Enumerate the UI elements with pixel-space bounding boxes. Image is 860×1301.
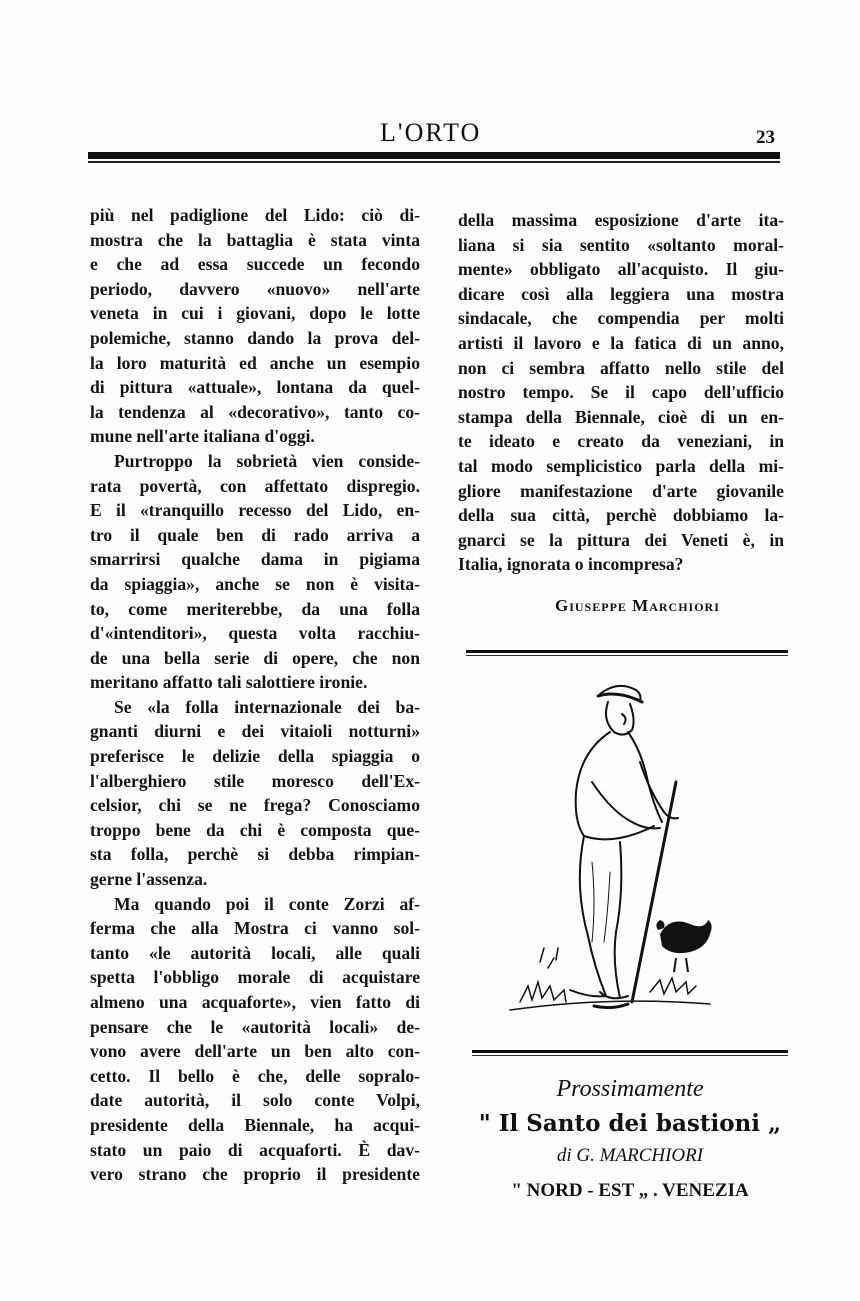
text-line: vero strano che proprio il presidente bbox=[90, 1164, 420, 1185]
text-line: sta folla, perchè si debba rimpian- bbox=[90, 844, 420, 865]
text-line: polemiche, stanno dando la prova del- bbox=[90, 327, 420, 348]
page-number: 23 bbox=[756, 127, 775, 148]
text-line: nostro tempo. Se il capo dell'ufficio bbox=[458, 382, 784, 403]
text-line: gnarci se la pittura dei Veneti è, in bbox=[458, 529, 784, 550]
text-line: mente» obbligato all'acquisto. Il giu- bbox=[458, 259, 784, 280]
ad-publisher: " NORD - EST „ . VENEZIA bbox=[511, 1180, 749, 1201]
text-line: to, come meriterebbe, da una folla bbox=[90, 598, 420, 619]
text-line: tal modo semplicistico parla della mi- bbox=[458, 455, 784, 476]
text-line: l'alberghiero stile moresco dell'Ex- bbox=[90, 770, 420, 791]
ad-rule bbox=[472, 1050, 788, 1053]
ad-rule-thin bbox=[472, 1055, 788, 1056]
text-line: troppo bene da chi è composta que- bbox=[90, 819, 420, 840]
text-line: e che ad essa succede un fecondo bbox=[90, 254, 420, 275]
text-line: di pittura «attuale», lontana da quel- bbox=[90, 377, 420, 398]
text-line: smarrirsi qualche dama in pigiama bbox=[90, 549, 420, 570]
text-line: la loro maturità ed anche un esempio bbox=[90, 352, 420, 373]
section-rule-thin bbox=[466, 655, 788, 656]
text-line: stato un paio di acquaforti. È dav- bbox=[90, 1139, 420, 1160]
ad-book-title: " Il Santo dei bastioni „ bbox=[478, 1110, 782, 1137]
text-line: sindacale, che compendia per molti bbox=[458, 308, 784, 329]
farmer-with-hoe-illustration bbox=[500, 672, 730, 1022]
header-rule-thin bbox=[88, 161, 780, 163]
text-line: liana si sia sentito «soltanto moral- bbox=[458, 234, 784, 255]
text-line: Italia, ignorata o incompresa? bbox=[458, 554, 684, 575]
header-rule bbox=[88, 152, 780, 159]
text-line: la tendenza al «decorativo», tanto co- bbox=[90, 401, 420, 422]
text-line: da spiaggia», anche se non è visita- bbox=[90, 573, 420, 594]
text-line: veneta in cui i giovani, dopo le lotte bbox=[90, 303, 420, 324]
text-line: Se «la folla internazionale dei ba- bbox=[114, 696, 420, 717]
text-line: tanto «le autorità locali, alle quali bbox=[90, 942, 420, 963]
text-line: più nel padiglione del Lido: ciò di- bbox=[90, 205, 420, 225]
text-line: gerne l'assenza. bbox=[90, 869, 208, 890]
text-line: gnanti diurni e dei vitaioli notturni» bbox=[90, 721, 420, 742]
ad-heading: Prossimamente bbox=[556, 1076, 704, 1102]
text-line: dicare così alla leggiera una mostra bbox=[458, 283, 784, 304]
text-line: stampa della Biennale, cioè di un en- bbox=[458, 406, 784, 427]
text-line: artisti il lavoro e la fatica di un anno, bbox=[458, 332, 784, 353]
text-line: spetta l'obbligo morale di acquistare bbox=[90, 967, 420, 988]
text-line: presidente della Biennale, ha acqui- bbox=[90, 1114, 420, 1135]
text-line: periodo, davvero «nuovo» nell'arte bbox=[90, 278, 420, 299]
text-line: almeno una acquaforte», vien fatto di bbox=[90, 992, 420, 1012]
author-signature: Giuseppe Marchiori bbox=[555, 596, 720, 615]
text-line: pensare che le «autorità locali» de- bbox=[90, 1016, 420, 1037]
text-line: de una bella serie di opere, che non bbox=[90, 647, 420, 668]
text-line: preferisce le delizie della spiaggia o bbox=[90, 746, 420, 767]
text-line: celsior, chi se ne frega? Conosciamo bbox=[90, 795, 420, 816]
text-line: ferma che alla Mostra ci vanno sol- bbox=[90, 918, 420, 939]
text-line: rata povertà, con affettato dispregio. bbox=[90, 475, 420, 496]
text-line: tro il quale ben di rado arriva a bbox=[90, 524, 420, 545]
text-line: E il «tranquillo recesso del Lido, en- bbox=[90, 500, 420, 521]
running-head: L'ORTO bbox=[380, 118, 482, 147]
right-column bbox=[458, 208, 784, 577]
text-line: te ideato e creato da veneziani, in bbox=[458, 431, 784, 452]
text-line: della sua città, perchè dobbiamo la- bbox=[458, 505, 784, 526]
text-line: vono avere dell'arte un ben alto con- bbox=[90, 1041, 420, 1062]
text-line: date autorità, il solo conte Volpi, bbox=[90, 1090, 420, 1111]
text-line: mune nell'arte italiana d'oggi. bbox=[90, 426, 315, 447]
text-line: mostra che la battaglia è stata vinta bbox=[90, 229, 420, 250]
ad-author: di G. MARCHIORI bbox=[556, 1145, 704, 1166]
text-line: della massima esposizione d'arte ita- bbox=[458, 210, 784, 230]
left-column bbox=[90, 203, 420, 1187]
text-line: non ci sembra affatto nello stile del bbox=[458, 357, 784, 378]
text-line: gliore manifestazione d'arte giovanile bbox=[458, 480, 784, 501]
text-line: cetto. Il bello è che, delle sopralo- bbox=[90, 1065, 420, 1086]
text-line: d'«intenditori», questa volta racchiu- bbox=[90, 623, 420, 644]
text-line: meritano affatto tali salottiere ironie. bbox=[90, 672, 368, 693]
text-line: Ma quando poi il conte Zorzi af- bbox=[114, 893, 420, 914]
section-rule bbox=[466, 650, 788, 653]
text-line: Purtroppo la sobrietà vien conside- bbox=[114, 450, 420, 471]
